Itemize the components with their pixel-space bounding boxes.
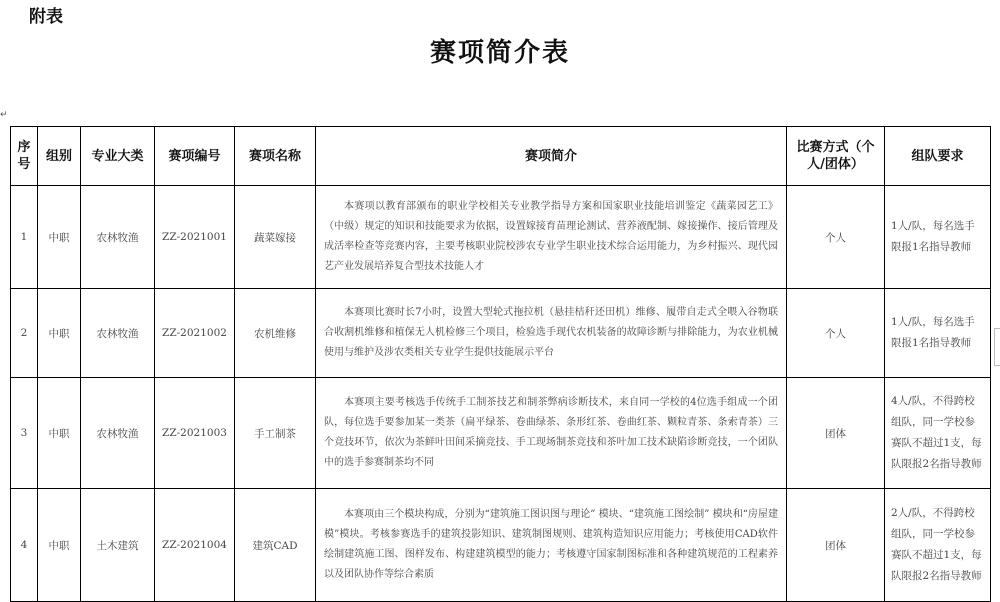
cell-major: 土木建筑 (81, 489, 155, 602)
cell-intro (316, 489, 787, 602)
table-row (11, 289, 991, 378)
table-row (11, 378, 991, 489)
cell-team: 1人/队，每名选手限报1名指导教师 (885, 289, 991, 378)
intro-text: 本赛项主要考核选手传统手工制茶技艺和制茶弊病诊断技术，来自同一学校的4位选手组成一个团队，每位选手要参加某一类茶（扁平绿茶、卷曲绿茶、条形红茶、卷曲红茶、颗粒青茶、条索青茶）三个竞技环节，依次为茶鲜叶田间采摘竞技、手工现场制茶竞技和茶叶加工技术缺陷诊断竞技，一个团队中的选手参赛制茶均不同 (324, 397, 778, 468)
header-code: 赛项编号 (155, 127, 235, 186)
paragraph-anchor-icon: ↵ (0, 110, 8, 120)
cell-code: ZZ-2021001 (155, 186, 235, 289)
cell-mode: 团体 (787, 378, 885, 489)
cell-name: 农机维修 (235, 289, 316, 378)
cell-major: 农林牧渔 (81, 186, 155, 289)
cell-seq: 2 (11, 289, 38, 378)
header-team: 组队要求 (885, 127, 991, 186)
header-major: 专业大类 (81, 127, 155, 186)
cell-major: 农林牧渔 (81, 289, 155, 378)
cell-group: 中职 (38, 378, 81, 489)
cell-seq: 3 (11, 378, 38, 489)
cell-intro (316, 289, 787, 378)
annex-label: 附表 (29, 7, 63, 27)
page-edge-marker (994, 328, 1000, 366)
intro-text: 本赛项比赛时长7小时，设置大型轮式拖拉机（悬挂桔秆还田机）维修、履带自走式全喂入谷物联合收割机维修和植保无人机检修三个项目，检验选手现代农机装备的故障诊断与排除能力，为农业机械使用与维护及涉农类相关专业学生提供技能展示平台 (324, 307, 778, 358)
intro-text: 本赛项由三个模块构成，分别为“建筑施工图识图与理论” 模块、“建筑施工图绘制” 模块和“房屋建模”模块。考核参赛选手的建筑投影知识、建筑制图规则、建筑构造知识应用能力；考核使用CAD软件绘制建筑施工图、图样发布、构建建筑模型的能力；考核遵守国家制图标准和各种建筑规范的工程素养以及团队协作等综合素质 (324, 509, 778, 580)
header-intro: 赛项简介 (316, 127, 787, 186)
cell-seq: 4 (11, 489, 38, 602)
cell-mode: 个人 (787, 289, 885, 378)
cell-name: 蔬菜嫁接 (235, 186, 316, 289)
cell-code: ZZ-2021004 (155, 489, 235, 602)
header-group: 组别 (38, 127, 81, 186)
cell-intro (316, 378, 787, 489)
cell-intro (316, 186, 787, 289)
cell-mode: 团体 (787, 489, 885, 602)
cell-team: 1人/队，每名选手限报1名指导教师 (885, 186, 991, 289)
header-seq: 序号 (11, 127, 38, 186)
cell-mode: 个人 (787, 186, 885, 289)
table-row (11, 489, 991, 602)
intro-text: 本赛项以教育部颁布的职业学校相关专业教学指导方案和国家职业技能培训鉴定《蔬菜园艺工》（中级）规定的知识和技能要求为依据，设置嫁接育苗理论测试、营养液配制、嫁接操作、接后管理及成活率检查等竞赛内容，主要考核职业院校涉农专业学生职业技术综合运用能力，为乡村振兴、现代园艺产业发展培养复合型技术技能人才 (324, 201, 778, 272)
competition-table (10, 126, 991, 602)
table-header-row (11, 127, 991, 186)
header-name: 赛项名称 (235, 127, 316, 186)
cell-group: 中职 (38, 186, 81, 289)
cell-code: ZZ-2021002 (155, 289, 235, 378)
cell-team: 2人/队，不得跨校组队，同一学校参赛队不超过1支，每队限报2名指导教师 (885, 489, 991, 602)
header-mode: 比赛方式（个人/团体） (787, 127, 885, 186)
cell-name: 建筑CAD (235, 489, 316, 602)
cell-group: 中职 (38, 489, 81, 602)
page-title: 赛项简介表 (429, 38, 570, 68)
cell-seq: 1 (11, 186, 38, 289)
table-row (11, 186, 991, 289)
cell-team: 4人/队，不得跨校组队，同一学校参赛队不超过1支，每队限报2名指导教师 (885, 378, 991, 489)
cell-code: ZZ-2021003 (155, 378, 235, 489)
cell-major: 农林牧渔 (81, 378, 155, 489)
cell-group: 中职 (38, 289, 81, 378)
cell-name: 手工制茶 (235, 378, 316, 489)
